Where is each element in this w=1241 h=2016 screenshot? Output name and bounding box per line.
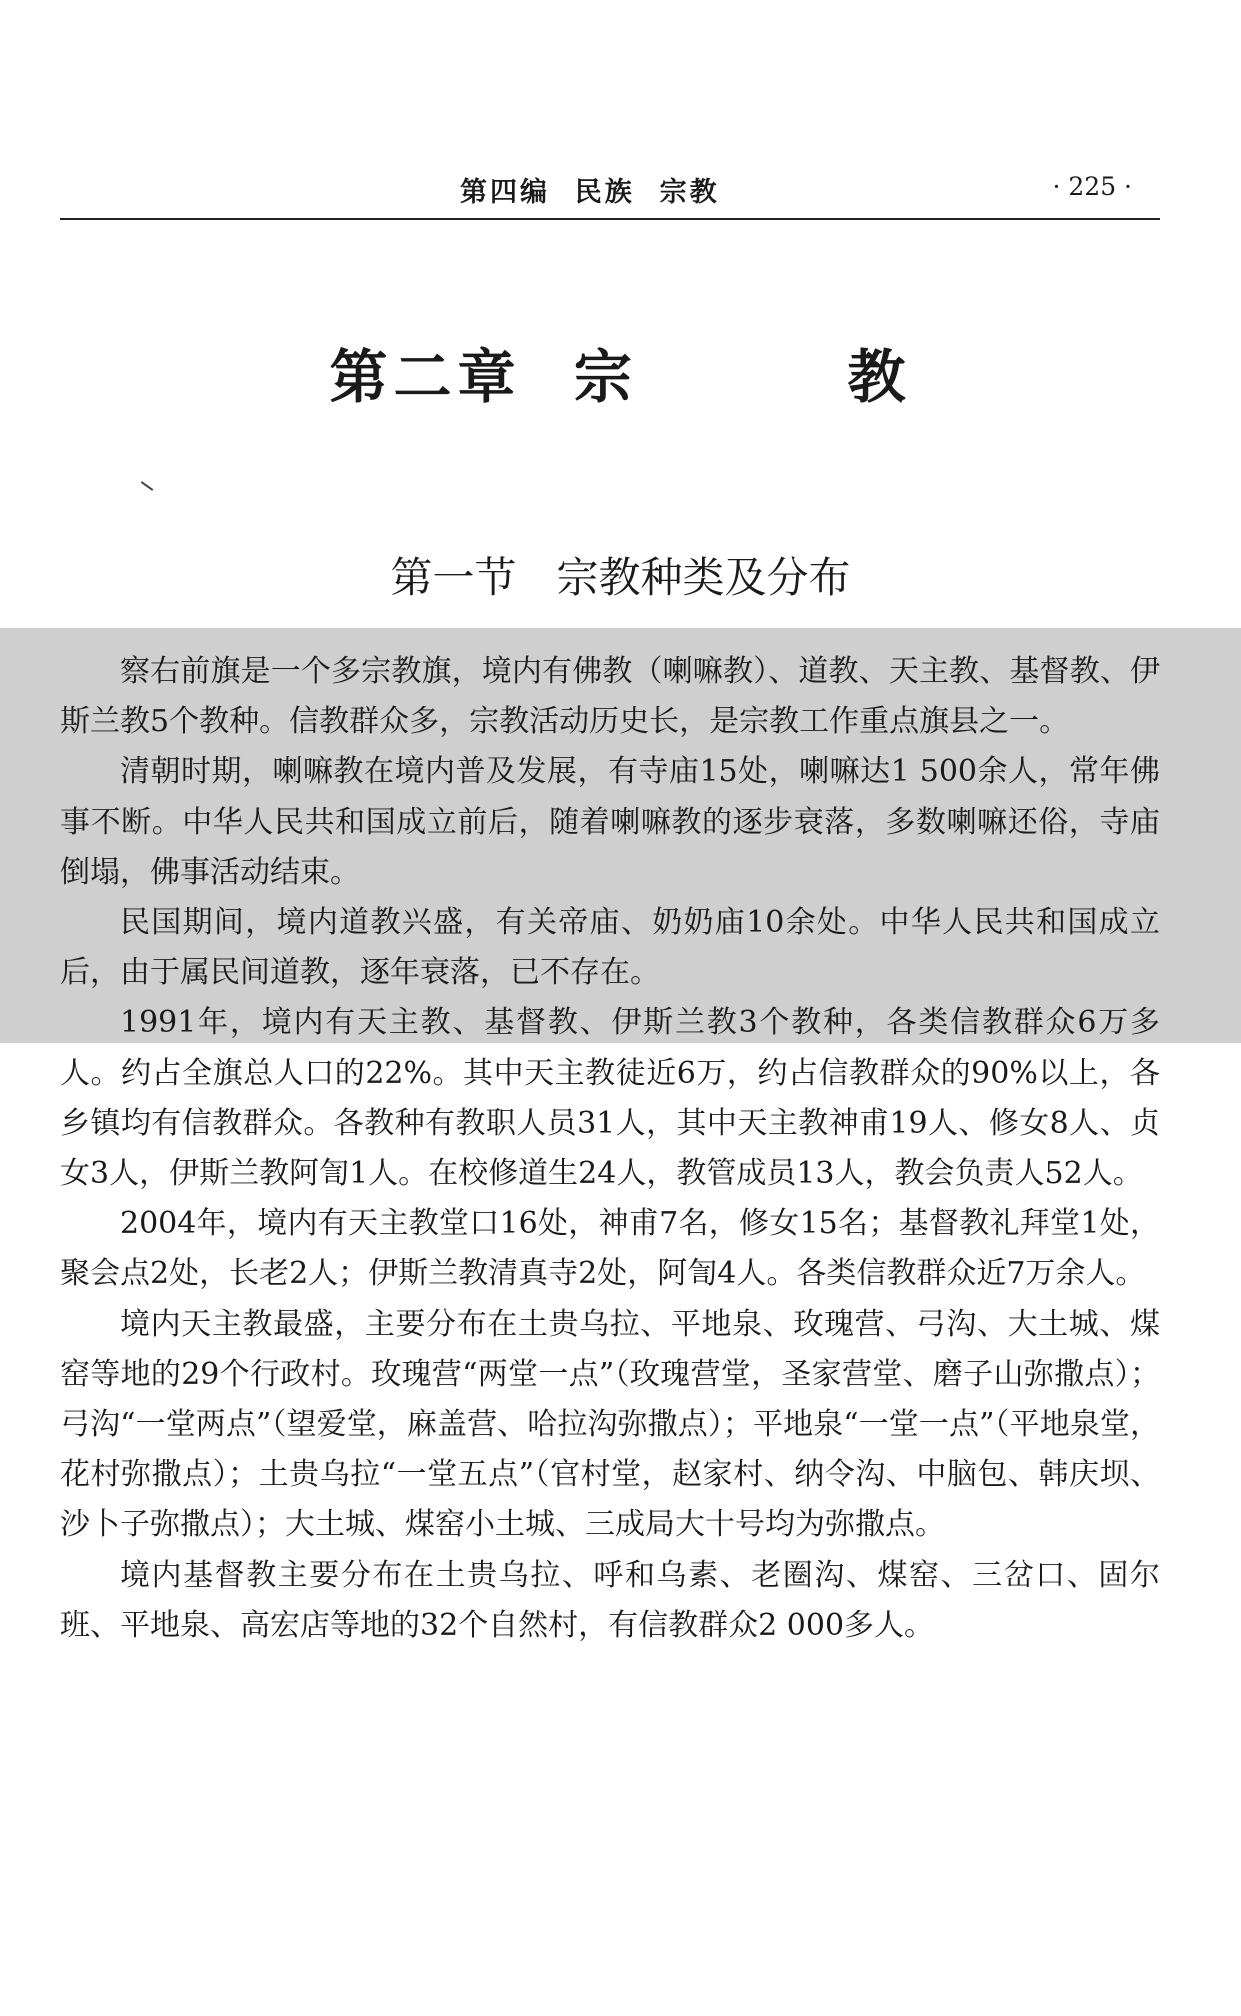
paragraph: 2004年，境内有天主教堂口16处，神甫7名，修女15名；基督教礼拜堂1处，聚会点2处，长老2人；伊斯兰教清真寺2处，阿訇4人。各类信教群众近7万余人。 [60, 1206, 1160, 1292]
running-header [60, 168, 1160, 220]
section-title: 第一节 宗教种类及分布 [390, 553, 851, 602]
paragraph: 境内天主教最盛，主要分布在土贵乌拉、平地泉、玫瑰营、弓沟、大土城、煤窑等地的29个行政村。玫瑰营“两堂一点”（玫瑰营堂，圣家营堂、磨子山弥撒点）；弓沟“一堂两点”（望爱堂，麻盖营、哈拉沟弥撒点）；平地泉“一堂一点”（平地泉堂，花村弥撒点）；土贵乌拉“一堂五点”（官村堂，赵家村、纳令沟、中脑包、韩庆坝、沙卜子弥撒点）；大土城、煤窑小土城、三成局大十号均为弥撒点。 [60, 1306, 1160, 1543]
scan-mark [141, 481, 154, 491]
paragraph: 清朝时期，喇嘛教在境内普及发展，有寺庙15处，喇嘛达1 500余人，常年佛事不断。中华人民共和国成立前后，随着喇嘛教的逐步衰落，多数喇嘛还俗，寺庙倒塌，佛事活动结束。 [60, 754, 1160, 890]
paragraph: 民国期间，境内道教兴盛，有关帝庙、奶奶庙10余处。中华人民共和国成立后，由于属民间道教，逐年衰落，已不存在。 [60, 905, 1160, 991]
paragraph: 1991年，境内有天主教、基督教、伊斯兰教3个教种，各类信教群众6万多人。约占全旗总人口的22%。其中天主教徒近6万，约占信教群众的90%以上，各乡镇均有信教群众。各教种有教职人员31人，其中天主教神甫19人、修女8人、贞女3人，伊斯兰教阿訇1人。在校修道生24人，教管成员13人，教会负责人52人。 [60, 1005, 1160, 1192]
body-text [60, 647, 1160, 1651]
page-number: · 225 · [1052, 172, 1132, 201]
chapter-title: 第二章 宗 教 [329, 343, 912, 411]
paragraph: 察右前旗是一个多宗教旗，境内有佛教（喇嘛教）、道教、天主教、基督教、伊斯兰教5个教种。信教群众多，宗教活动历史长，是宗教工作重点旗县之一。 [60, 654, 1160, 740]
running-title: 第四编 民族 宗教 [460, 177, 720, 208]
paragraph: 境内基督教主要分布在土贵乌拉、呼和乌素、老圈沟、煤窑、三岔口、固尔班、平地泉、高宏店等地的32个自然村，有信教群众2 000多人。 [60, 1557, 1160, 1643]
